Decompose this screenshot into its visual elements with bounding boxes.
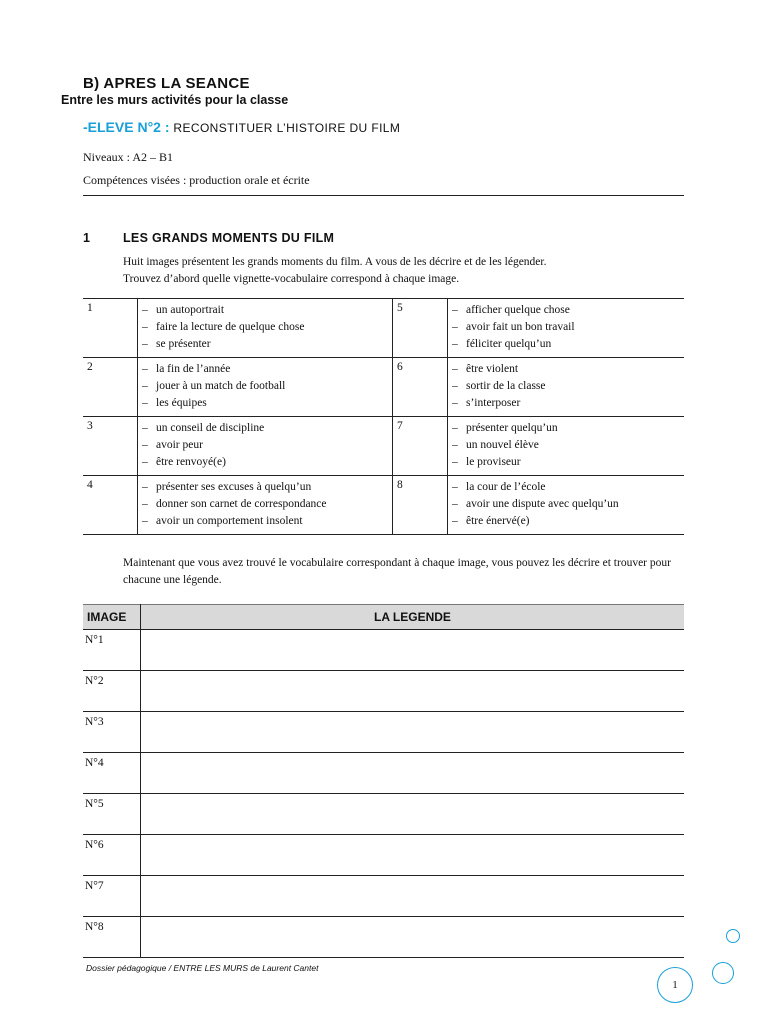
vocab-item [452, 336, 680, 353]
dash-bullet: – [452, 397, 458, 409]
dash-bullet: – [142, 456, 148, 468]
image-number-right: 6 [393, 358, 448, 417]
legend-input-cell[interactable] [141, 753, 685, 794]
legend-input-cell[interactable] [141, 671, 685, 712]
vocab-item [142, 513, 388, 530]
vocab-item [452, 395, 680, 412]
vocab-item [452, 302, 680, 319]
dash-bullet: – [452, 338, 458, 350]
legend-row [83, 794, 684, 835]
vocab-text: féliciter quelqu’un [466, 338, 552, 350]
vocab-item [452, 319, 680, 336]
vocab-text: jouer à un match de football [156, 380, 286, 392]
vocab-list-left [138, 417, 393, 476]
niveaux-text: Niveaux : A2 – B1 [83, 150, 173, 164]
document-subtitle: Entre les murs activités pour la classe [61, 93, 289, 107]
vocab-item [452, 479, 680, 496]
decorative-circle-medium [712, 962, 734, 984]
footer-text: Dossier pédagogique / ENTRE LES MURS de Laurent Cantet [86, 963, 319, 973]
vocab-text: présenter quelqu’un [466, 422, 558, 434]
vocab-text: donner son carnet de correspondance [156, 498, 327, 510]
vocab-item [142, 479, 388, 496]
dash-bullet: – [452, 515, 458, 527]
dash-bullet: – [452, 439, 458, 451]
dash-bullet: – [142, 338, 148, 350]
col-header-legend: LA LEGENDE [141, 605, 685, 630]
legend-row [83, 835, 684, 876]
image-number-left: 4 [83, 476, 138, 535]
dash-bullet: – [142, 363, 148, 375]
vocab-item [142, 319, 388, 336]
vocab-item [452, 361, 680, 378]
legend-image-label: N°8 [83, 917, 141, 958]
vocab-text: avoir une dispute avec quelqu’un [466, 498, 619, 510]
vocab-item [452, 378, 680, 395]
section1-number: 1 [83, 231, 91, 245]
vocab-text: présenter ses excuses à quelqu’un [156, 481, 312, 493]
image-number-right: 5 [393, 299, 448, 358]
image-number-right: 8 [393, 476, 448, 535]
competences-text: Compétences visées : production orale et écrite [83, 173, 310, 187]
vocab-item [452, 513, 680, 530]
vocab-item [142, 496, 388, 513]
vocab-item [142, 395, 388, 412]
image-number-right: 7 [393, 417, 448, 476]
legend-image-label: N°4 [83, 753, 141, 794]
legend-row [83, 630, 684, 671]
dash-bullet: – [142, 498, 148, 510]
vocab-text: un nouvel élève [466, 439, 539, 451]
legend-image-label: N°1 [83, 630, 141, 671]
dash-bullet: – [452, 456, 458, 468]
legend-row [83, 671, 684, 712]
page-number: 1 [657, 967, 693, 1003]
vocab-list-left [138, 358, 393, 417]
vocab-text: afficher quelque chose [466, 304, 570, 316]
dash-bullet: – [452, 498, 458, 510]
section1-heading [83, 231, 334, 245]
vocabulary-table [83, 298, 684, 535]
dash-bullet: – [142, 481, 148, 493]
legend-table [83, 604, 684, 958]
dash-bullet: – [452, 380, 458, 392]
vocab-item [142, 378, 388, 395]
legend-input-cell[interactable] [141, 917, 685, 958]
section1-title: LES GRANDS MOMENTS DU FILM [123, 231, 335, 245]
eleve-label: -ELEVE N°2 : [83, 119, 170, 135]
dash-bullet: – [142, 380, 148, 392]
instruction-paragraph: Maintenant que vous avez trouvé le vocabulaire correspondant à chaque image, vous pouvez les décrire et trouver pour chacune une légende. [123, 557, 671, 586]
dash-bullet: – [142, 422, 148, 434]
vocab-item [452, 437, 680, 454]
decorative-circle-small [726, 929, 740, 943]
legend-image-label: N°6 [83, 835, 141, 876]
vocab-row [83, 417, 684, 476]
divider [83, 195, 684, 196]
dash-bullet: – [452, 481, 458, 493]
dash-bullet: – [142, 439, 148, 451]
legend-row [83, 876, 684, 917]
vocab-list-left [138, 476, 393, 535]
image-number-left: 1 [83, 299, 138, 358]
vocab-text: être violent [466, 363, 519, 375]
legend-row [83, 917, 684, 958]
image-number-left: 2 [83, 358, 138, 417]
vocab-item [142, 302, 388, 319]
legend-input-cell[interactable] [141, 835, 685, 876]
dash-bullet: – [142, 515, 148, 527]
vocab-text: sortir de la classe [466, 380, 546, 392]
vocab-item [142, 361, 388, 378]
legend-input-cell[interactable] [141, 794, 685, 835]
vocab-text: la cour de l’école [466, 481, 546, 493]
col-header-image: IMAGE [83, 605, 141, 630]
vocab-text: avoir peur [156, 439, 203, 451]
vocab-list-right [448, 358, 685, 417]
dash-bullet: – [452, 321, 458, 333]
activity-title: RECONSTITUER L’HISTOIRE DU FILM [173, 121, 401, 135]
vocab-text: les équipes [156, 397, 207, 409]
vocab-item [452, 496, 680, 513]
vocab-list-right [448, 476, 685, 535]
legend-input-cell[interactable] [141, 876, 685, 917]
vocab-item [142, 336, 388, 353]
legend-image-label: N°7 [83, 876, 141, 917]
vocab-item [452, 454, 680, 471]
vocab-item [142, 437, 388, 454]
vocab-text: être énervé(e) [466, 515, 530, 527]
dash-bullet: – [452, 422, 458, 434]
vocab-text: avoir un comportement insolent [156, 515, 303, 527]
vocab-row [83, 476, 684, 535]
vocab-text: se présenter [156, 338, 211, 350]
vocab-text: un conseil de discipline [156, 422, 265, 434]
vocab-text: un autoportrait [156, 304, 225, 316]
dash-bullet: – [142, 397, 148, 409]
vocab-row [83, 299, 684, 358]
vocab-item [142, 420, 388, 437]
vocab-text: le proviseur [466, 456, 521, 468]
legend-image-label: N°3 [83, 712, 141, 753]
section-title: B) APRES LA SEANCE [83, 75, 250, 92]
activity-heading [83, 119, 400, 135]
legend-image-label: N°2 [83, 671, 141, 712]
section1-intro-line2: Trouvez d’abord quelle vignette-vocabulaire correspond à chaque image. [123, 273, 460, 285]
vocab-list-right [448, 417, 685, 476]
dash-bullet: – [142, 321, 148, 333]
vocab-text: la fin de l’année [156, 363, 231, 375]
vocab-item [142, 454, 388, 471]
dash-bullet: – [452, 363, 458, 375]
vocab-text: être renvoyé(e) [156, 456, 226, 468]
dash-bullet: – [452, 304, 458, 316]
vocab-item [452, 420, 680, 437]
section1-intro-line1: Huit images présentent les grands moments du film. A vous de les décrire et de les légender. [123, 256, 547, 268]
image-number-left: 3 [83, 417, 138, 476]
vocab-text: avoir fait un bon travail [466, 321, 575, 333]
vocab-list-left [138, 299, 393, 358]
vocab-text: faire la lecture de quelque chose [156, 321, 305, 333]
legend-image-label: N°5 [83, 794, 141, 835]
vocab-list-right [448, 299, 685, 358]
legend-row [83, 753, 684, 794]
legend-input-cell[interactable] [141, 712, 685, 753]
legend-input-cell[interactable] [141, 630, 685, 671]
dash-bullet: – [142, 304, 148, 316]
vocab-text: s’interposer [466, 397, 521, 409]
legend-row [83, 712, 684, 753]
vocab-row [83, 358, 684, 417]
